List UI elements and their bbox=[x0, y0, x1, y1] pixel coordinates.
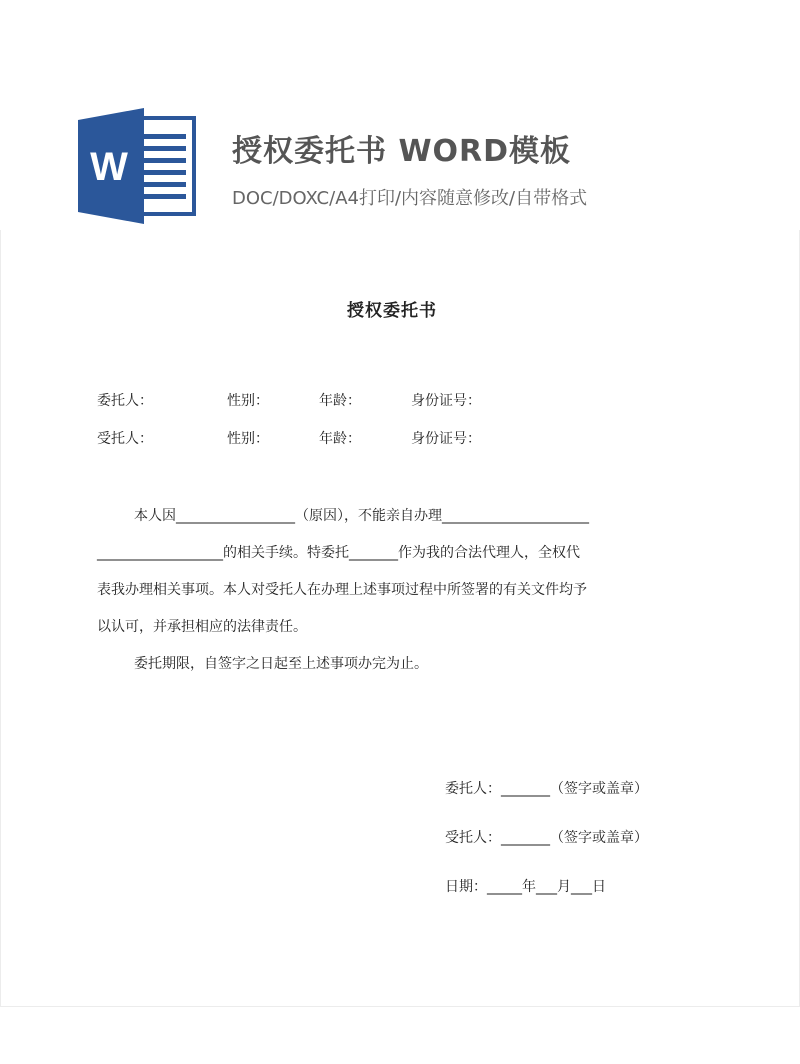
body-line-1: 本人因_________________（原因），不能亲自办理_____________________ bbox=[134, 508, 589, 524]
principal-id-label: 身份证号： bbox=[411, 393, 481, 409]
body-line-2: __________________的相关手续。特委托_______作为我的合法代理人，全权代 bbox=[97, 545, 580, 561]
template-subtitle: DOC/DOXC/A4打印/内容随意修改/自带格式 bbox=[232, 188, 588, 209]
agent-signature-line: 受托人：_______（签字或盖章） bbox=[445, 830, 648, 846]
agent-age-label: 年龄： bbox=[319, 431, 361, 447]
template-title: 授权委托书 WORD模板 bbox=[232, 134, 572, 169]
body-line-4: 以认可，并承担相应的法律责任。 bbox=[97, 619, 307, 635]
date-line: 日期：_____年___月___日 bbox=[445, 879, 606, 895]
agent-gender-label: 性别： bbox=[227, 431, 269, 447]
document-title: 授权委托书 bbox=[347, 301, 437, 321]
principal-signature-line: 委托人：_______（签字或盖章） bbox=[445, 781, 648, 797]
body-line-5: 委托期限，自签字之日起至上述事项办完为止。 bbox=[134, 656, 428, 672]
document-sheet bbox=[0, 230, 800, 1007]
principal-name-label: 委托人： bbox=[97, 393, 153, 409]
principal-gender-label: 性别： bbox=[227, 393, 269, 409]
agent-id-label: 身份证号： bbox=[411, 431, 481, 447]
body-line-3: 表我办理相关事项。本人对受托人在办理上述事项过程中所签署的有关文件均予 bbox=[97, 582, 587, 598]
agent-name-label: 受托人： bbox=[97, 431, 153, 447]
header-banner bbox=[0, 0, 800, 230]
word-logo-letter: W bbox=[90, 145, 128, 189]
word-document-icon bbox=[78, 108, 196, 224]
principal-age-label: 年龄： bbox=[319, 393, 361, 409]
